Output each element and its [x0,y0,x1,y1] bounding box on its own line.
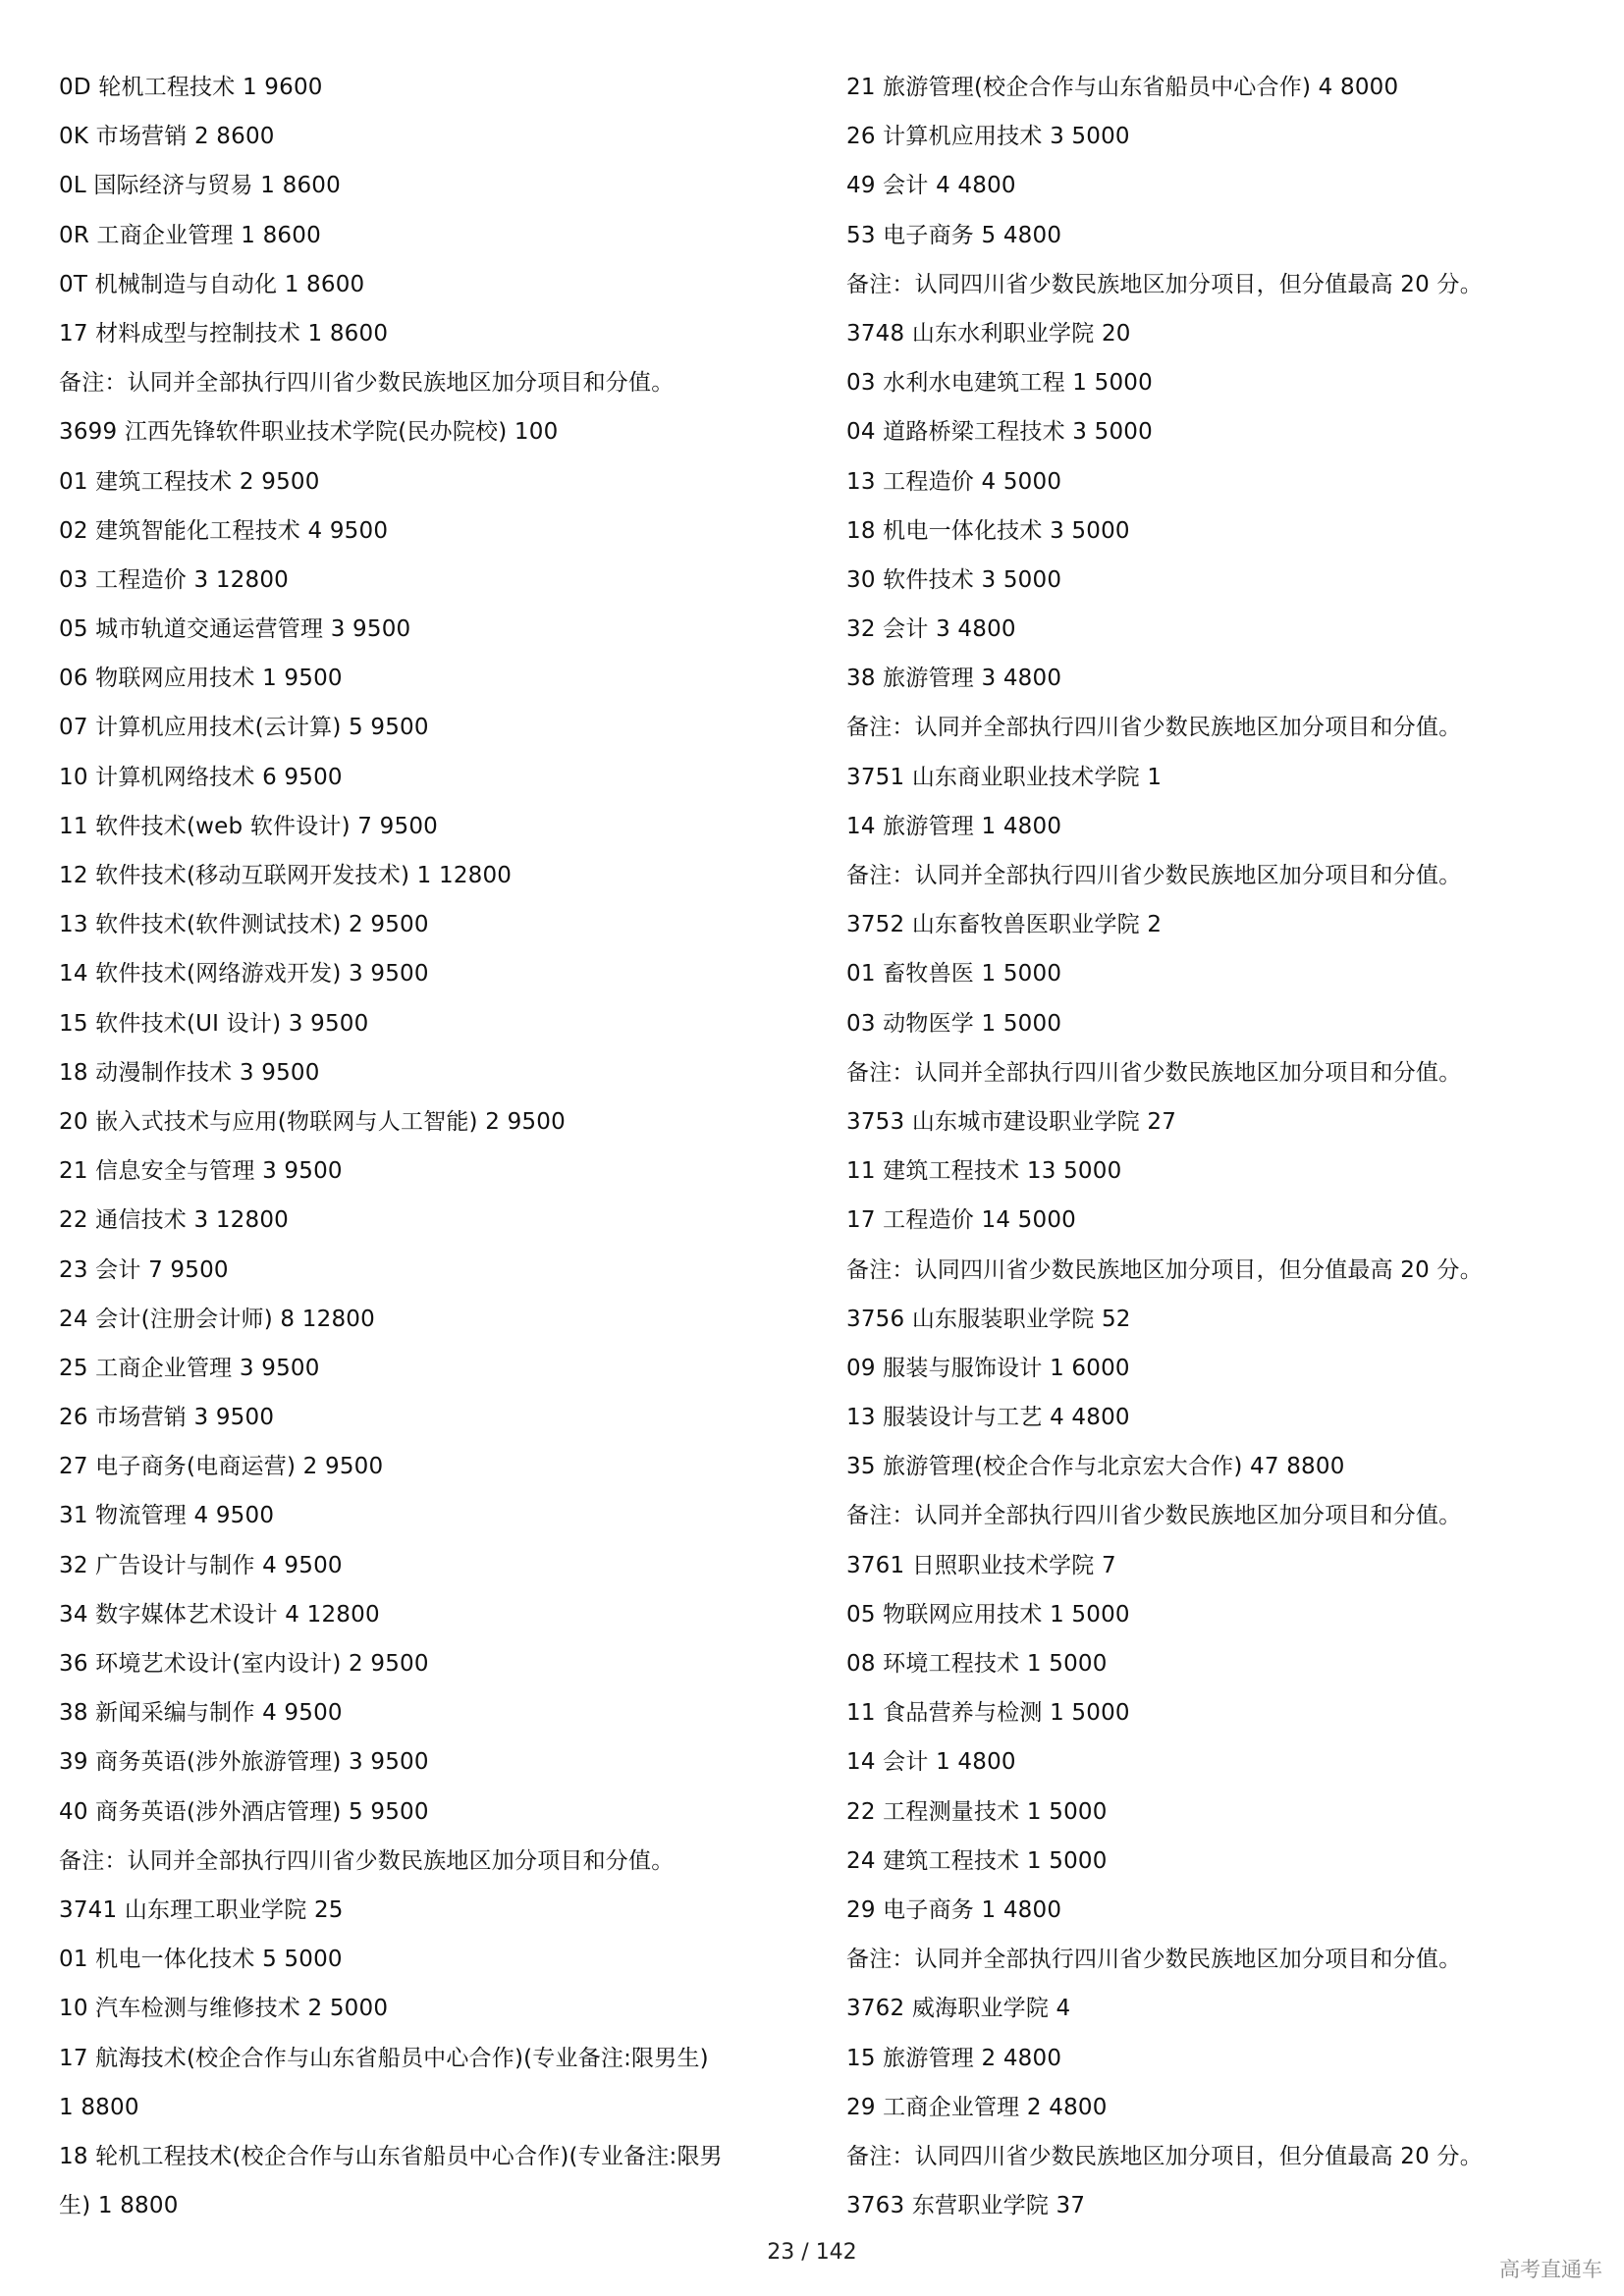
text-line: 3751 山东商业职业技术学院 1 [846,764,1163,790]
text-line: 18 动漫制作技术 3 9500 [59,1059,320,1086]
text-line: 备注：认同并全部执行四川省少数民族地区加分项目和分值。 [846,863,1462,888]
text-line: 40 商务英语(涉外酒店管理) 5 9500 [59,1798,429,1825]
text-line: 49 会计 4 4800 [846,173,1016,199]
text-line: 08 环境工程技术 1 5000 [846,1651,1108,1677]
text-line: 15 软件技术(UI 设计) 3 9500 [59,1010,369,1037]
text-line: 23 会计 7 9500 [59,1256,229,1283]
text-line: 29 电子商务 1 4800 [846,1896,1062,1923]
text-line: 11 建筑工程技术 13 5000 [846,1158,1122,1185]
text-line: 06 物联网应用技术 1 9500 [59,666,343,692]
text-line: 05 城市轨道交通运营管理 3 9500 [59,616,411,643]
text-line: 22 通信技术 3 12800 [59,1207,289,1234]
text-line: 11 食品营养与检测 1 5000 [846,1700,1130,1727]
text-line: 03 动物医学 1 5000 [846,1010,1062,1037]
text-line: 09 服装与服饰设计 1 6000 [846,1355,1130,1381]
text-line: 10 计算机网络技术 6 9500 [59,764,343,790]
text-line: 备注：认同四川省少数民族地区加分项目，但分值最高 20 分。 [846,1256,1483,1283]
text-line: 备注：认同并全部执行四川省少数民族地区加分项目和分值。 [846,1503,1462,1529]
text-line: 3752 山东畜牧兽医职业学院 2 [846,912,1163,938]
text-line: 24 会计(注册会计师) 8 12800 [59,1306,375,1332]
text-line: 1 8800 [59,2094,139,2120]
text-line: 备注：认同并全部执行四川省少数民族地区加分项目和分值。 [59,1847,675,1874]
text-line: 12 软件技术(移动互联网开发技术) 1 12800 [59,863,513,888]
text-line: 01 建筑工程技术 2 9500 [59,468,320,495]
watermark-text: 高考直通车 [1499,2258,1602,2281]
text-line: 3761 日照职业技术学院 7 [846,1552,1116,1578]
text-line: 3753 山东城市建设职业学院 27 [846,1108,1177,1135]
text-line: 11 软件技术(web 软件设计) 7 9500 [59,813,438,839]
page-number: 23 / 142 [767,2240,857,2265]
text-line: 备注：认同四川省少数民族地区加分项目，但分值最高 20 分。 [846,271,1483,297]
text-line: 备注：认同并全部执行四川省少数民族地区加分项目和分值。 [846,1947,1462,1973]
text-line: 38 旅游管理 3 4800 [846,666,1062,692]
text-line: 18 机电一体化技术 3 5000 [846,517,1130,544]
text-line: 3763 东营职业学院 37 [846,2193,1086,2219]
text-line: 17 航海技术(校企合作与山东省船员中心合作)(专业备注:限男生) [59,2045,709,2071]
text-line: 10 汽车检测与维修技术 2 5000 [59,1996,389,2022]
text-line: 3699 江西先锋软件职业技术学院(民办院校) 100 [59,419,559,446]
text-line: 14 会计 1 4800 [846,1749,1016,1776]
text-line: 0D 轮机工程技术 1 9600 [59,75,323,100]
text-line: 29 工商企业管理 2 4800 [846,2094,1108,2120]
text-line: 01 机电一体化技术 5 5000 [59,1947,343,1973]
text-line: 38 新闻采编与制作 4 9500 [59,1700,343,1727]
text-line: 35 旅游管理(校企合作与北京宏大合作) 47 8800 [846,1454,1345,1480]
text-line: 14 软件技术(网络游戏开发) 3 9500 [59,961,429,988]
text-line: 14 旅游管理 1 4800 [846,813,1062,839]
text-line: 05 物联网应用技术 1 5000 [846,1601,1130,1628]
text-line: 03 工程造价 3 12800 [59,566,289,593]
text-line: 27 电子商务(电商运营) 2 9500 [59,1454,384,1480]
text-line: 3756 山东服装职业学院 52 [846,1306,1131,1332]
text-line: 13 工程造价 4 5000 [846,468,1062,495]
text-line: 03 水利水电建筑工程 1 5000 [846,370,1153,397]
text-line: 0L 国际经济与贸易 1 8600 [59,173,341,199]
text-line: 生) 1 8800 [59,2193,179,2219]
text-line: 24 建筑工程技术 1 5000 [846,1847,1108,1874]
text-line: 39 商务英语(涉外旅游管理) 3 9500 [59,1749,429,1776]
text-line: 备注：认同四川省少数民族地区加分项目，但分值最高 20 分。 [846,2143,1483,2169]
text-line: 31 物流管理 4 9500 [59,1503,275,1529]
text-line: 13 软件技术(软件测试技术) 2 9500 [59,912,429,938]
text-line: 02 建筑智能化工程技术 4 9500 [59,517,389,544]
text-line: 21 信息安全与管理 3 9500 [59,1158,343,1185]
text-line: 18 轮机工程技术(校企合作与山东省船员中心合作)(专业备注:限男 [59,2143,723,2169]
text-line: 0T 机械制造与自动化 1 8600 [59,271,365,297]
text-line: 25 工商企业管理 3 9500 [59,1355,320,1381]
right-column [846,63,1593,2230]
text-line: 32 广告设计与制作 4 9500 [59,1552,343,1578]
text-line: 20 嵌入式技术与应用(物联网与人工智能) 2 9500 [59,1108,566,1135]
text-line: 26 市场营销 3 9500 [59,1405,275,1431]
text-line: 3762 威海职业学院 4 [846,1996,1071,2022]
text-line: 3748 山东水利职业学院 20 [846,320,1131,347]
text-line: 01 畜牧兽医 1 5000 [846,961,1062,988]
text-line: 0R 工商企业管理 1 8600 [59,222,321,248]
left-column [59,63,805,2230]
text-line: 0K 市场营销 2 8600 [59,124,275,150]
text-line: 21 旅游管理(校企合作与山东省船员中心合作) 4 8000 [846,75,1399,100]
text-line: 22 工程测量技术 1 5000 [846,1798,1108,1825]
text-line: 34 数字媒体艺术设计 4 12800 [59,1601,380,1628]
text-line: 53 电子商务 5 4800 [846,222,1062,248]
text-line: 备注：认同并全部执行四川省少数民族地区加分项目和分值。 [59,370,675,397]
text-line: 36 环境艺术设计(室内设计) 2 9500 [59,1651,429,1677]
text-line: 30 软件技术 3 5000 [846,566,1062,593]
text-line: 04 道路桥梁工程技术 3 5000 [846,419,1153,446]
text-line: 26 计算机应用技术 3 5000 [846,124,1130,150]
text-line: 3741 山东理工职业学院 25 [59,1896,344,1923]
text-line: 17 材料成型与控制技术 1 8600 [59,320,389,347]
text-line: 07 计算机应用技术(云计算) 5 9500 [59,715,429,741]
text-line: 13 服装设计与工艺 4 4800 [846,1405,1130,1431]
text-line: 17 工程造价 14 5000 [846,1207,1076,1234]
text-line: 32 会计 3 4800 [846,616,1016,643]
text-line: 备注：认同并全部执行四川省少数民族地区加分项目和分值。 [846,715,1462,741]
text-line: 备注：认同并全部执行四川省少数民族地区加分项目和分值。 [846,1059,1462,1086]
text-line: 15 旅游管理 2 4800 [846,2045,1062,2071]
